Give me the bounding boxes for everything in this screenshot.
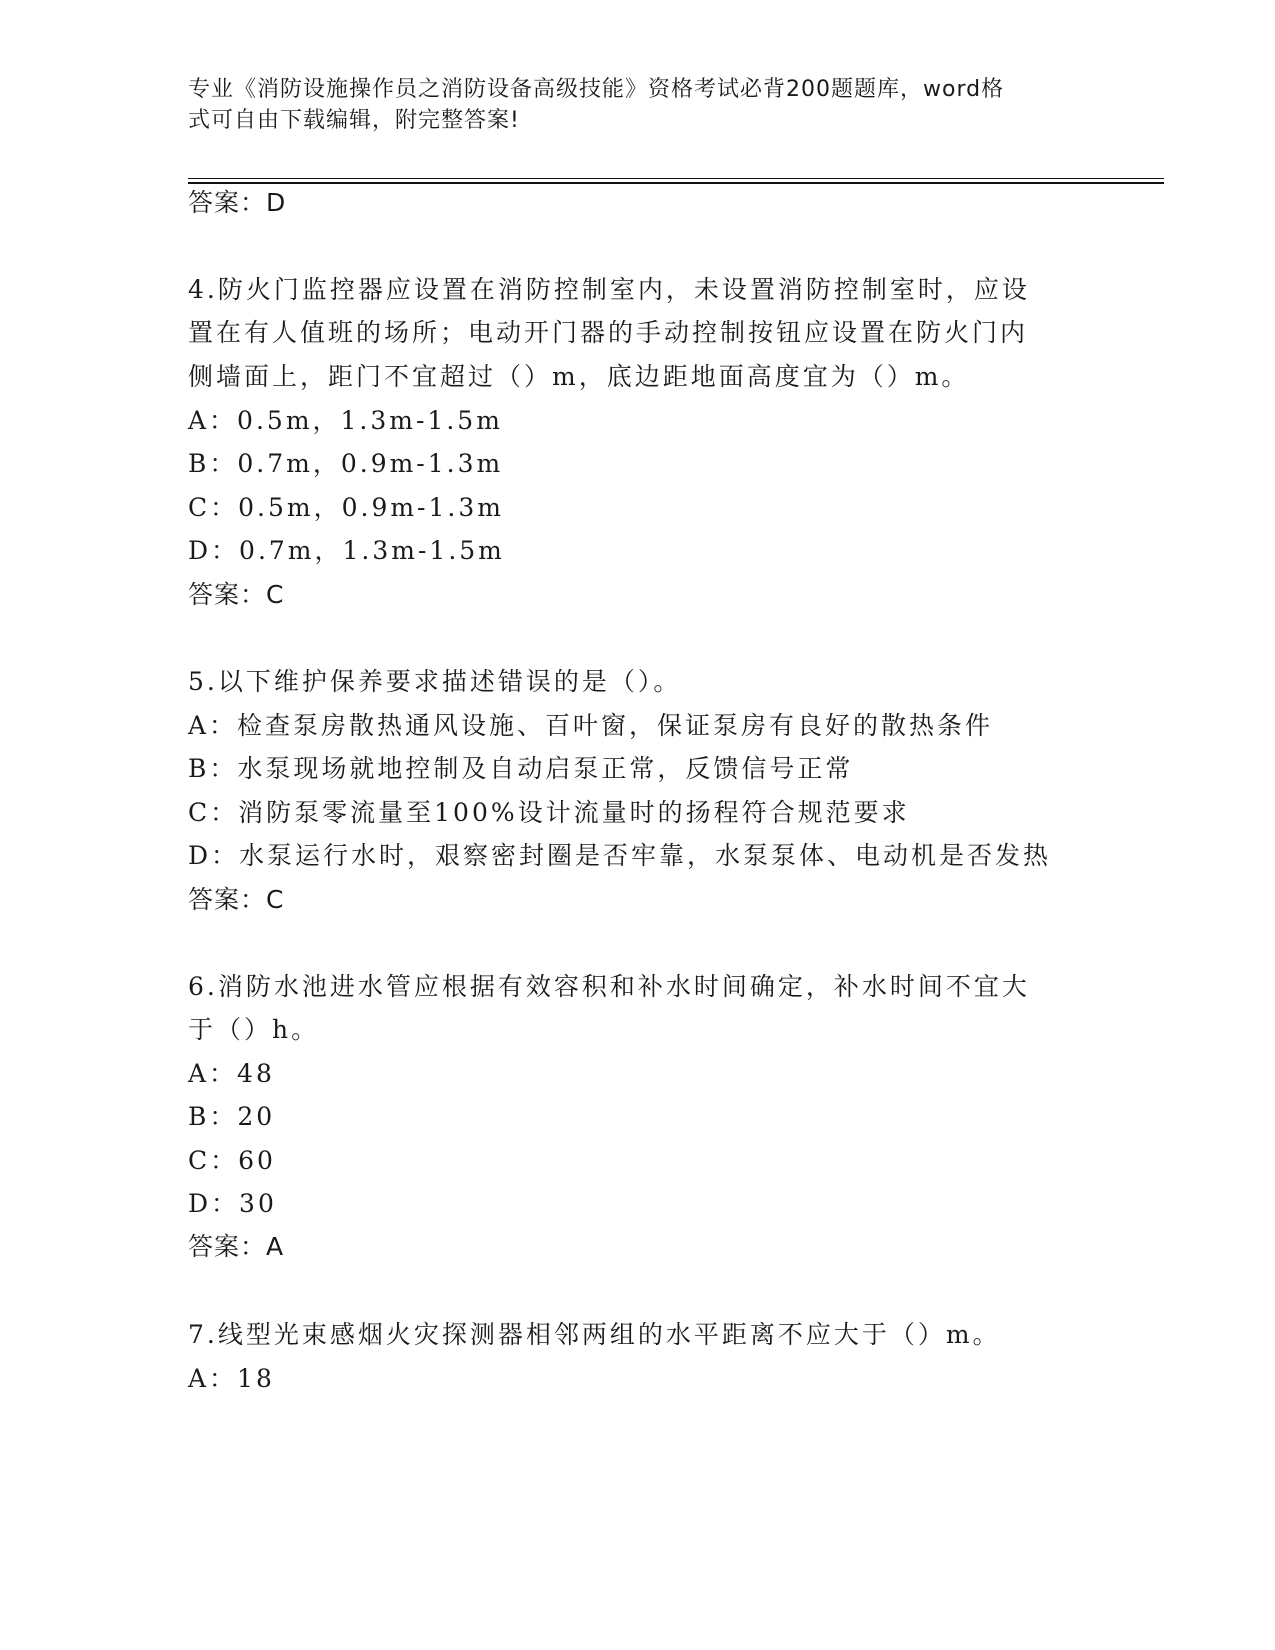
question-5-line-1: 5.以下维护保养要求描述错误的是（）。 (188, 667, 682, 696)
question-5-option-d: D：水泵运行水时，艰察密封圈是否牢靠，水泵泵体、电动机是否发热 (188, 841, 1052, 870)
question-5-option-a: A：检查泵房散热通风设施、百叶窗，保证泵房有良好的散热条件 (188, 711, 994, 740)
question-6-line-1: 6.消防水池进水管应根据有效容积和补水时间确定，补水时间不宜大 (188, 972, 1030, 1001)
question-6-option-a: A：48 (188, 1059, 275, 1088)
document-header (188, 74, 1088, 136)
question-4-option-b: B：0.7m，0.9m-1.3m (188, 449, 504, 478)
answer-q4: 答案：C (188, 580, 285, 609)
header-divider-thick (188, 182, 1164, 184)
question-7-line-1: 7.线型光束感烟火灾探测器相邻两组的水平距离不应大于（）m。 (188, 1320, 1001, 1349)
question-5-option-b: B：水泵现场就地控制及自动启泵正常，反馈信号正常 (188, 754, 854, 783)
question-4-line-3: 侧墙面上，距门不宜超过（）m，底边距地面高度宜为（）m。 (188, 362, 970, 391)
question-7-option-a: A：18 (188, 1364, 275, 1393)
question-5-option-c: C：消防泵零流量至100%设计流量时的扬程符合规范要求 (188, 798, 910, 827)
question-6-option-c: C：60 (188, 1146, 276, 1175)
question-4-option-c: C：0.5m，0.9m-1.3m (188, 493, 504, 522)
question-4-option-d: D：0.7m，1.3m-1.5m (188, 536, 505, 565)
answer-q5: 答案：C (188, 885, 285, 914)
header-line-1: 专业《消防设施操作员之消防设备高级技能》资格考试必背200题题库，word格 (188, 77, 1005, 102)
answer-q6: 答案：A (188, 1232, 285, 1261)
question-6-option-d: D：30 (188, 1189, 277, 1218)
question-4-line-2: 置在有人值班的场所；电动开门器的手动控制按钮应设置在防火门内 (188, 318, 1029, 347)
question-6-line-2: 于（）h。 (188, 1015, 320, 1044)
answer-q3: 答案：D (188, 188, 287, 217)
question-4-line-1: 4.防火门监控器应设置在消防控制室内，未设置消防控制室时，应设 (188, 275, 1030, 304)
question-4-option-a: A：0.5m，1.3m-1.5m (188, 406, 503, 435)
header-divider-thin (188, 178, 1164, 179)
header-line-2: 式可自由下载编辑，附完整答案! (188, 108, 520, 133)
question-6-option-b: B：20 (188, 1102, 276, 1131)
